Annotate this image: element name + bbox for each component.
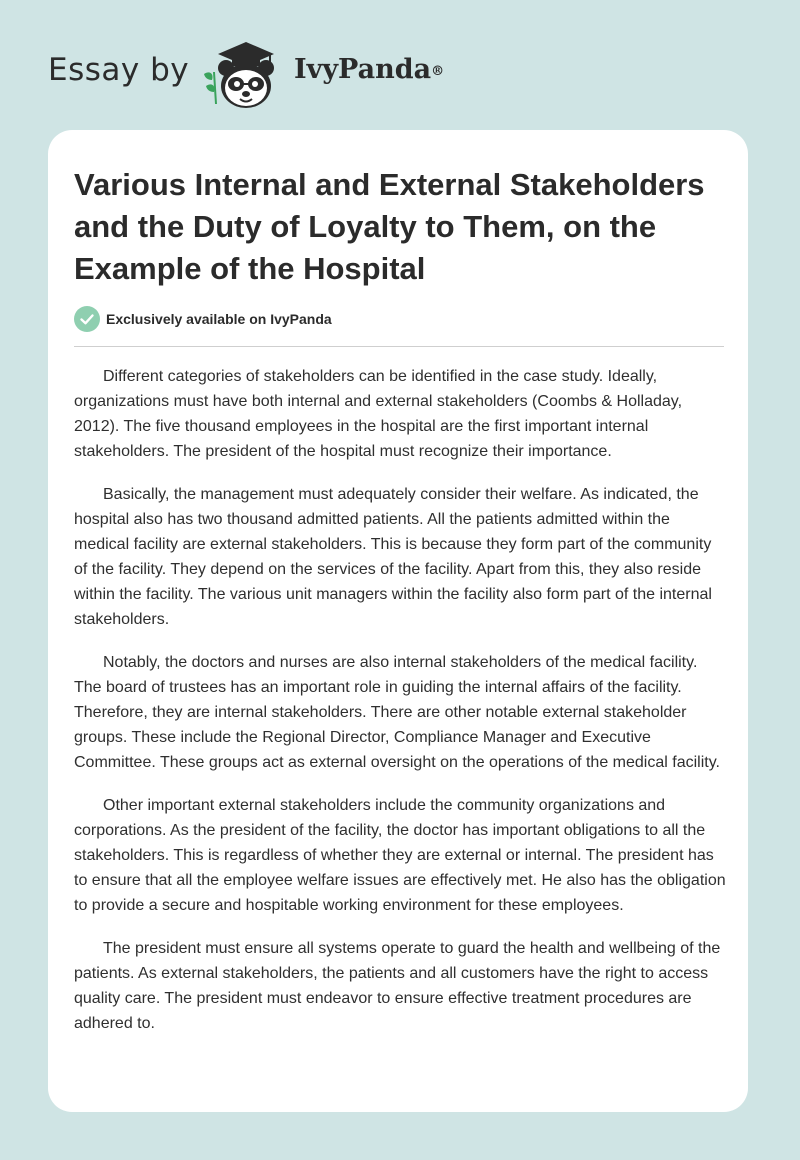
paragraph: Other important external stakeholders include the community organizations and corporations. As the president of the facility, the doctor has important obligations to all the stakeholders. This is regardless of whether they are external or internal. The president has to ensure that all the employee welfare issues are effectively met. He also has the obligation to provide a secure and hospitable working environment for these employees.	[74, 797, 726, 914]
brand-name[interactable]	[294, 50, 444, 90]
essay-card	[48, 130, 748, 1112]
site-header	[0, 0, 800, 120]
exclusive-badge-label: Exclusively available on IvyPanda	[106, 311, 332, 327]
paragraph: The president must ensure all systems operate to guard the health and wellbeing of the patients. As external stakeholders, the patients and all customers have the right to access quality care. The president must endeavor to ensure effective treatment procedures are adhered to.	[74, 940, 721, 1032]
panda-logo-icon[interactable]	[200, 34, 292, 110]
essay-by-label: Essay by	[48, 52, 190, 88]
paragraph: Different categories of stakeholders can be identified in the case study. Ideally, organizations must have both internal and external stakeholders (Coombs & Holladay, 2012). The five thousand employees in the hospital are the first important internal stakeholders. The president of the hospital must recognize their importance.	[74, 368, 683, 460]
paragraph: Notably, the doctors and nurses are also internal stakeholders of the medical facility. The board of trustees has an important role in guiding the internal affairs of the facility. Therefore, they are internal stakeholders. There are other notable external stakeholder groups. These include the Regional Director, Compliance Manager and Executive Committee. These groups act as external oversight on the operations of the medical facility.	[74, 654, 720, 771]
essay-body	[74, 364, 726, 1054]
brand-name-text: IvyPanda	[294, 54, 432, 85]
essay-title: Various Internal and External Stakeholders and the Duty of Loyalty to Them, on the Example of the Hospital	[74, 167, 705, 286]
trademark-symbol: ®	[431, 64, 445, 79]
title-divider	[74, 346, 724, 347]
checkmark-circle-icon	[74, 306, 100, 332]
paragraph: Basically, the management must adequately consider their welfare. As indicated, the hospital also has two thousand admitted patients. All the patients admitted within the medical facility are external stakeholders. This is because they form part of the community of the facility. They depend on the services of the facility. Apart from this, they also reside within the facility. The various unit managers within the facility also form part of the internal stakeholders.	[74, 486, 712, 628]
exclusive-badge	[74, 306, 332, 332]
